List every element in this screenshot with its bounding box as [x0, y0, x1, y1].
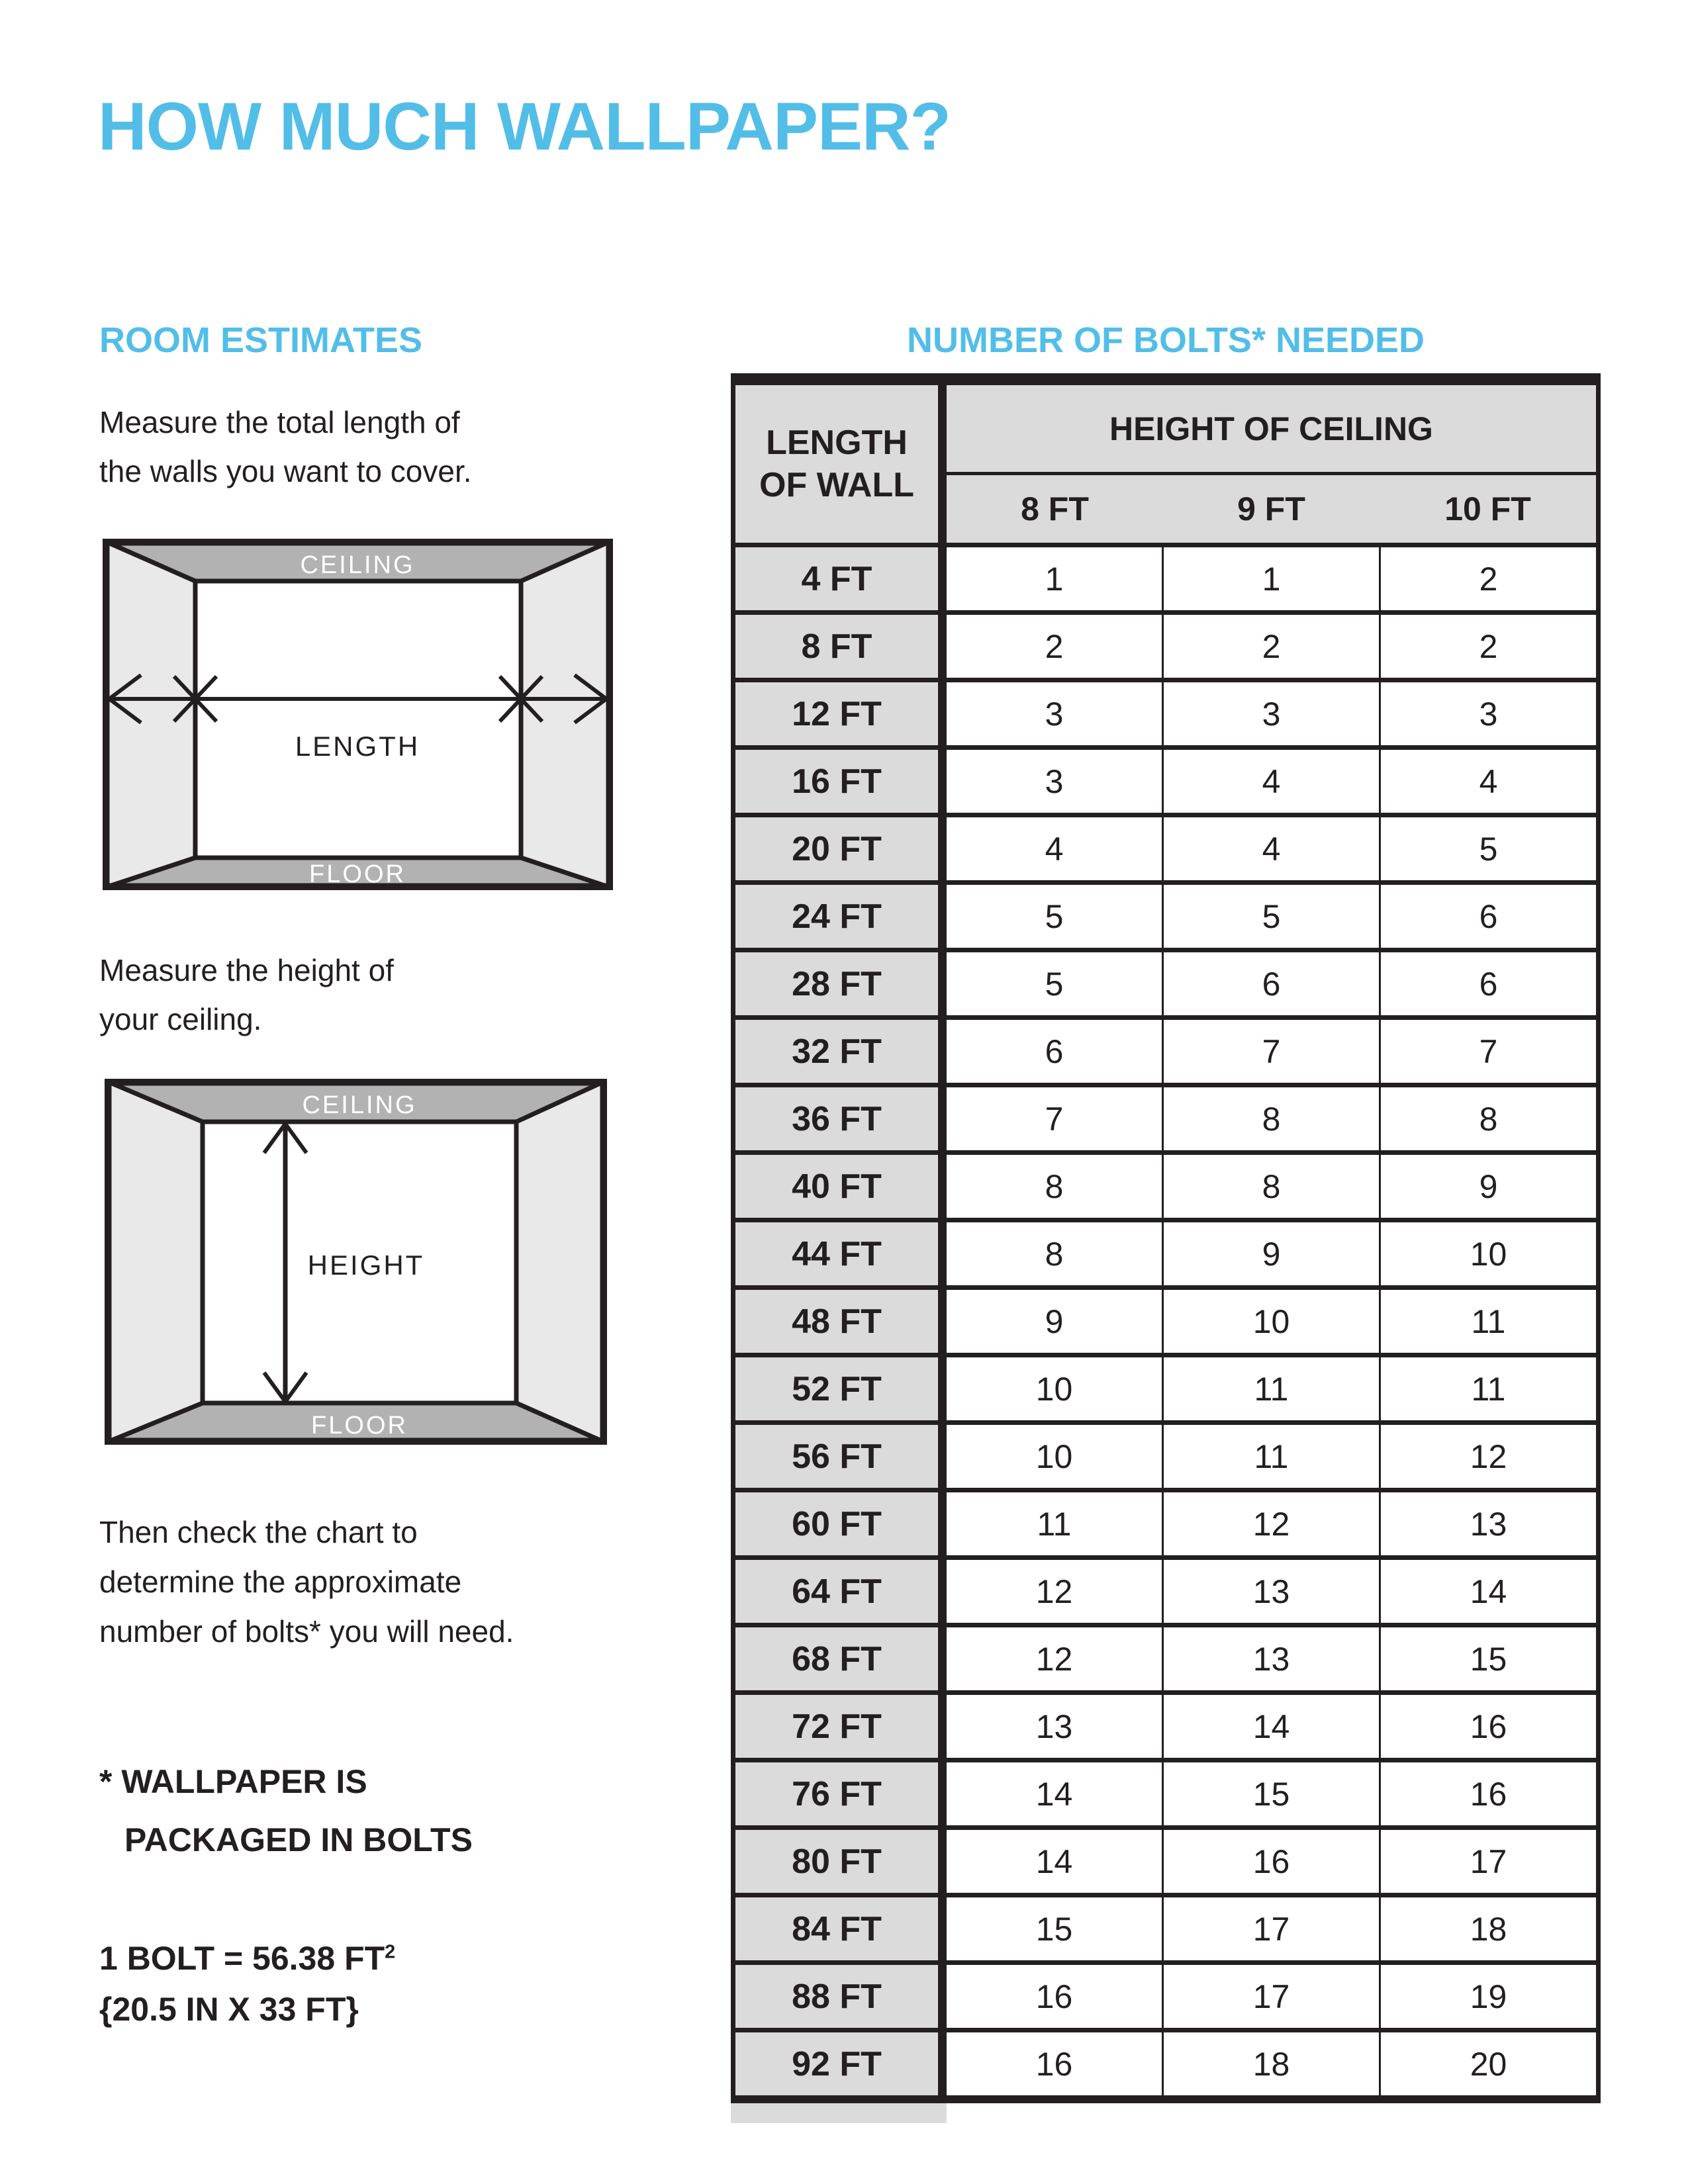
cell-9ft: 11 [1162, 1357, 1379, 1420]
cell-8ft: 5 [947, 885, 1162, 948]
floor-label: FLOOR [309, 860, 406, 888]
table-row [735, 1825, 1596, 1893]
row-label: 64 FT [735, 1560, 947, 1623]
table-header [735, 385, 1596, 543]
bolt-table-body [735, 543, 1596, 2095]
instruction-line: Then check the chart to [99, 1515, 418, 1549]
cell-9ft: 7 [1162, 1020, 1379, 1083]
cell-8ft: 16 [947, 2032, 1162, 2095]
row-label: 16 FT [735, 750, 947, 813]
wallpaper-bolts-note [99, 1752, 473, 1869]
ceiling-label: CEILING [300, 551, 415, 579]
room-length-diagram [103, 539, 613, 890]
cell-10ft: 16 [1379, 1695, 1596, 1758]
cell-9ft: 15 [1162, 1762, 1379, 1825]
instruction-measure-length [99, 398, 472, 496]
cell-9ft: 16 [1162, 1830, 1379, 1893]
row-label: 56 FT [735, 1425, 947, 1488]
cell-9ft: 13 [1162, 1627, 1379, 1690]
cell-10ft: 11 [1379, 1357, 1596, 1420]
row-label: 8 FT [735, 615, 947, 678]
cell-8ft: 12 [947, 1560, 1162, 1623]
cell-8ft: 5 [947, 952, 1162, 1015]
col-header-10ft: 10 FT [1444, 490, 1531, 527]
cell-9ft: 8 [1162, 1155, 1379, 1218]
cell-10ft: 17 [1379, 1830, 1596, 1893]
bolts-table [731, 373, 1601, 2103]
cell-8ft: 9 [947, 1290, 1162, 1353]
cell-10ft: 8 [1379, 1087, 1596, 1150]
bolt-dimensions: {20.5 IN X 33 FT} [99, 1991, 359, 2028]
table-row [735, 678, 1596, 745]
cell-8ft: 14 [947, 1830, 1162, 1893]
cell-10ft: 13 [1379, 1492, 1596, 1555]
room-estimates-heading: ROOM ESTIMATES [99, 320, 423, 360]
row-label: 76 FT [735, 1762, 947, 1825]
row-label: 4 FT [735, 547, 947, 610]
height-header-group [947, 385, 1596, 543]
table-row [735, 610, 1596, 678]
cell-10ft: 15 [1379, 1627, 1596, 1690]
table-row [735, 1555, 1596, 1623]
cell-10ft: 14 [1379, 1560, 1596, 1623]
table-row [735, 813, 1596, 880]
table-row [735, 1893, 1596, 1960]
cell-8ft: 14 [947, 1762, 1162, 1825]
table-row [735, 1420, 1596, 1488]
ceiling-height-columns [947, 475, 1596, 543]
table-row [735, 1758, 1596, 1825]
row-label: 52 FT [735, 1357, 947, 1420]
cell-10ft: 9 [1379, 1155, 1596, 1218]
cell-8ft: 3 [947, 750, 1162, 813]
cell-8ft: 11 [947, 1492, 1162, 1555]
length-of-wall-header [735, 385, 947, 543]
table-row [735, 948, 1596, 1015]
cell-8ft: 3 [947, 682, 1162, 745]
instruction-line: the walls you want to cover. [99, 454, 472, 488]
cell-8ft: 16 [947, 1965, 1162, 2028]
table-row [735, 1083, 1596, 1150]
bolt-equation [99, 1933, 395, 1984]
cell-8ft: 4 [947, 817, 1162, 880]
cell-10ft: 7 [1379, 1020, 1596, 1083]
cell-10ft: 3 [1379, 682, 1596, 745]
cell-9ft: 12 [1162, 1492, 1379, 1555]
bolt-equation-text: 1 BOLT = 56.38 FT [99, 1940, 385, 1977]
cell-9ft: 11 [1162, 1425, 1379, 1488]
cell-9ft: 5 [1162, 885, 1379, 948]
cell-8ft: 2 [947, 615, 1162, 678]
cell-10ft: 2 [1379, 547, 1596, 610]
cell-10ft: 6 [1379, 885, 1596, 948]
row-label: 84 FT [735, 1897, 947, 1960]
ceiling-label: CEILING [302, 1091, 417, 1119]
bolt-size-info [99, 1933, 395, 2035]
table-row [735, 543, 1596, 610]
length-label: LENGTH [295, 731, 420, 762]
row-label: 28 FT [735, 952, 947, 1015]
floor-label: FLOOR [311, 1412, 408, 1439]
cell-8ft: 12 [947, 1627, 1162, 1690]
left-wall-surface [107, 1081, 203, 1442]
cell-8ft: 10 [947, 1425, 1162, 1488]
row-label: 40 FT [735, 1155, 947, 1218]
cell-9ft: 4 [1162, 750, 1379, 813]
row-label: 44 FT [735, 1222, 947, 1285]
cell-10ft: 4 [1379, 750, 1596, 813]
page-title: HOW MUCH WALLPAPER? [98, 89, 951, 164]
instruction-line: Measure the total length of [99, 405, 460, 439]
height-of-ceiling-header: HEIGHT OF CEILING [947, 385, 1596, 475]
cell-9ft: 14 [1162, 1695, 1379, 1758]
table-row [735, 1353, 1596, 1420]
table-row [735, 880, 1596, 948]
row-label: 88 FT [735, 1965, 947, 2028]
cell-10ft: 10 [1379, 1222, 1596, 1285]
cell-9ft: 10 [1162, 1290, 1379, 1353]
instruction-check-chart [99, 1508, 514, 1657]
row-label: 36 FT [735, 1087, 947, 1150]
cell-10ft: 16 [1379, 1762, 1596, 1825]
cell-10ft: 11 [1379, 1290, 1596, 1353]
height-label: HEIGHT [307, 1250, 425, 1281]
table-row [735, 1690, 1596, 1758]
cell-9ft: 2 [1162, 615, 1379, 678]
corner-line: OF WALL [759, 466, 914, 504]
room-height-diagram [105, 1079, 607, 1445]
table-row [735, 1623, 1596, 1690]
note-line: PACKAGED IN BOLTS [124, 1821, 473, 1858]
row-label: 12 FT [735, 682, 947, 745]
instruction-measure-height [99, 946, 394, 1044]
row-label: 80 FT [735, 1830, 947, 1893]
bolt-equation-sup: 2 [385, 1941, 396, 1963]
row-label: 92 FT [735, 2032, 947, 2095]
table-row [735, 1218, 1596, 1285]
cell-9ft: 17 [1162, 1965, 1379, 2028]
cell-9ft: 9 [1162, 1222, 1379, 1285]
instruction-line: determine the approximate [99, 1565, 462, 1599]
cell-8ft: 6 [947, 1020, 1162, 1083]
cell-9ft: 13 [1162, 1560, 1379, 1623]
cell-9ft: 18 [1162, 2032, 1379, 2095]
cell-8ft: 15 [947, 1897, 1162, 1960]
table-row [735, 2028, 1596, 2095]
table-row [735, 1150, 1596, 1218]
row-label: 72 FT [735, 1695, 947, 1758]
cell-8ft: 13 [947, 1695, 1162, 1758]
cell-10ft: 20 [1379, 2032, 1596, 2095]
corner-line: LENGTH [766, 424, 908, 462]
cell-10ft: 2 [1379, 615, 1596, 678]
cell-9ft: 8 [1162, 1087, 1379, 1150]
bolts-needed-heading: NUMBER OF BOLTS* NEEDED [906, 320, 1425, 360]
row-label: 24 FT [735, 885, 947, 948]
row-label: 60 FT [735, 1492, 947, 1555]
row-label: 68 FT [735, 1627, 947, 1690]
table-row [735, 745, 1596, 813]
table-gray-overhang [731, 2103, 947, 2123]
right-wall-surface [516, 1081, 604, 1442]
col-header-9ft: 9 FT [1237, 490, 1305, 527]
table-row [735, 1015, 1596, 1083]
back-wall [195, 581, 521, 858]
cell-9ft: 1 [1162, 547, 1379, 610]
cell-8ft: 8 [947, 1222, 1162, 1285]
cell-10ft: 18 [1379, 1897, 1596, 1960]
instruction-line: your ceiling. [99, 1002, 262, 1036]
row-label: 48 FT [735, 1290, 947, 1353]
instruction-line: Measure the height of [99, 953, 394, 987]
cell-9ft: 17 [1162, 1897, 1379, 1960]
cell-9ft: 4 [1162, 817, 1379, 880]
cell-10ft: 19 [1379, 1965, 1596, 2028]
row-label: 32 FT [735, 1020, 947, 1083]
cell-9ft: 6 [1162, 952, 1379, 1015]
cell-10ft: 6 [1379, 952, 1596, 1015]
row-label: 20 FT [735, 817, 947, 880]
table-row [735, 1285, 1596, 1353]
instruction-line: number of bolts* you will need. [99, 1614, 514, 1649]
table-row [735, 1960, 1596, 2028]
cell-8ft: 10 [947, 1357, 1162, 1420]
note-line: * WALLPAPER IS [99, 1763, 367, 1800]
cell-8ft: 7 [947, 1087, 1162, 1150]
cell-10ft: 12 [1379, 1425, 1596, 1488]
cell-9ft: 3 [1162, 682, 1379, 745]
cell-10ft: 5 [1379, 817, 1596, 880]
table-row [735, 1488, 1596, 1555]
col-header-8ft: 8 FT [1021, 490, 1089, 527]
cell-8ft: 1 [947, 547, 1162, 610]
cell-8ft: 8 [947, 1155, 1162, 1218]
